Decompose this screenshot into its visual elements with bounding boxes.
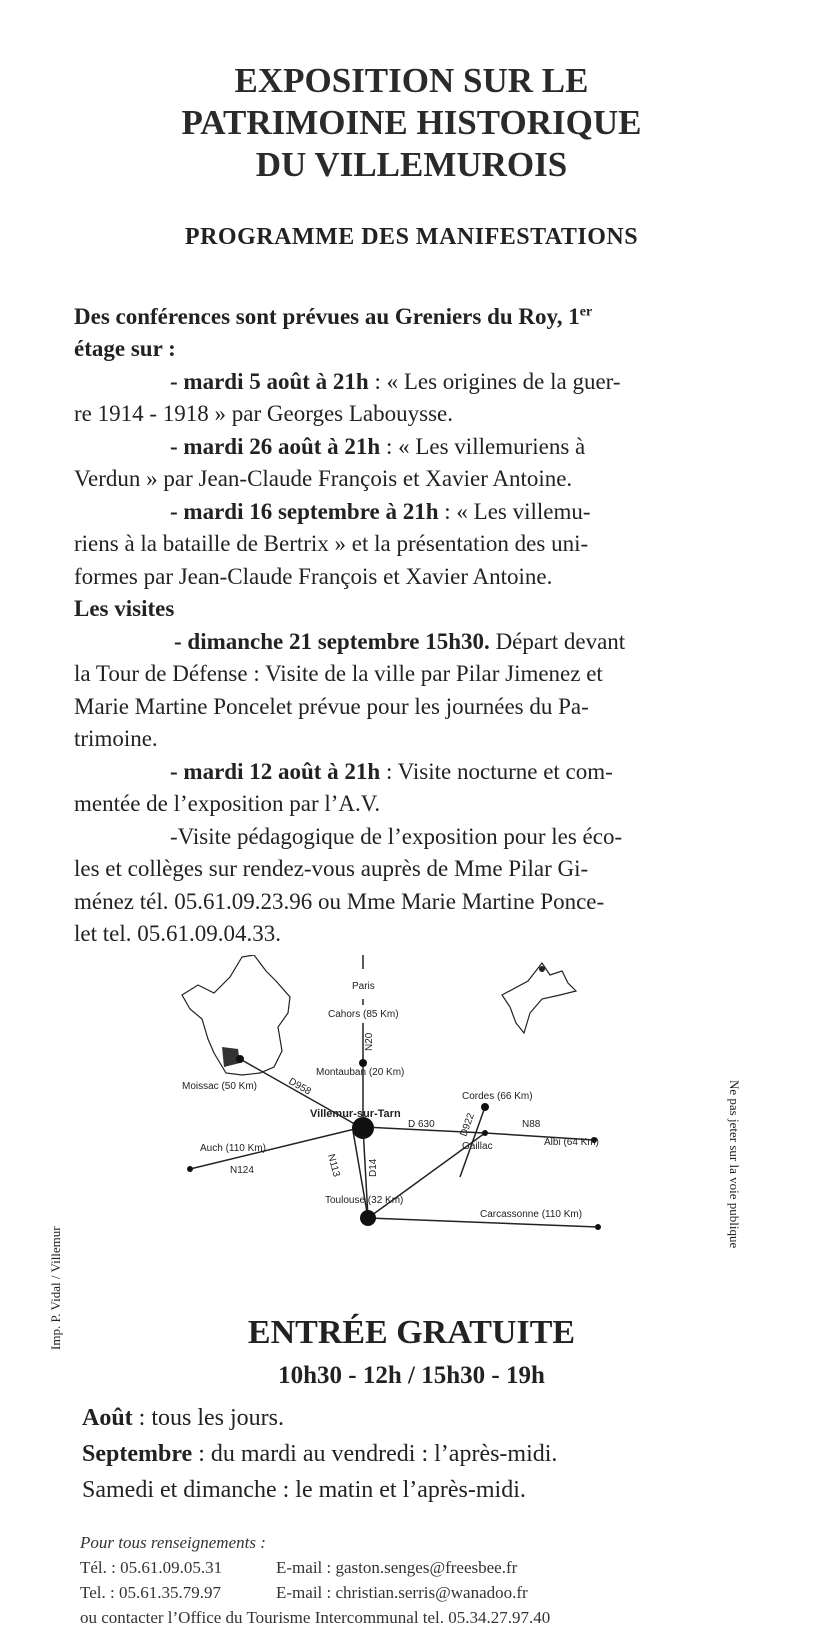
label-villemur: Villemur-sur-Tarn <box>310 1108 401 1120</box>
label-d630: D 630 <box>408 1119 435 1130</box>
montauban-marker-icon <box>359 1059 367 1067</box>
contact-line-2: Tel. : 05.61.35.79.97 E-mail : christian.serris@wanadoo.fr <box>80 1583 528 1602</box>
label-d14: D14 <box>368 1158 379 1177</box>
label-carcassonne: Carcassonne (110 Km) <box>480 1209 583 1220</box>
label-gaillac: Gaillac <box>462 1141 493 1152</box>
conference-item-1: - mardi 5 août à 21h : « Les origines de la guer- <box>170 368 621 394</box>
visite-item-2-cont: mentée de l’exposition par l’A.V. <box>74 791 381 817</box>
printer-note: Imp. P. Vidal / Villemur <box>48 1226 63 1350</box>
email-link-2[interactable]: E-mail : christian.serris@wanadoo.fr <box>276 1583 528 1602</box>
auch-marker-icon <box>187 1166 193 1172</box>
label-n113: N113 <box>325 1152 342 1179</box>
label-d958: D958 <box>286 1076 313 1098</box>
label-n124: N124 <box>230 1165 254 1176</box>
contact-info <box>80 1530 550 1630</box>
schedule-aout: Août : tous les jours. <box>82 1405 285 1431</box>
label-n88: N88 <box>522 1119 541 1130</box>
label-paris: Paris <box>352 981 375 992</box>
title-line-1: EXPOSITION SUR LE <box>234 61 589 100</box>
title-line-2: PATRIMOINE HISTORIQUE <box>181 103 642 142</box>
conference-item-2-cont: Verdun » par Jean-Claude François et Xavier Antoine. <box>74 466 573 492</box>
conference-item-3-cont-2: formes par Jean-Claude François et Xavier Antoine. <box>74 563 553 589</box>
page-title <box>0 60 823 186</box>
schedule <box>82 1400 557 1508</box>
visite-item-3-cont-3: let tel. 05.61.09.04.33. <box>74 921 281 947</box>
department-dot-icon <box>539 966 545 972</box>
contact-line-1: Tél. : 05.61.09.05.31 E-mail : gaston.senges@freesbee.fr <box>80 1558 518 1577</box>
label-montauban: Montauban (20 Km) <box>316 1067 405 1078</box>
label-d922: D922 <box>458 1111 477 1139</box>
schedule-septembre: Septembre : du mardi au vendredi : l’après-midi. <box>82 1441 558 1467</box>
carcassonne-marker-icon <box>595 1224 601 1230</box>
visite-item-2: - mardi 12 août à 21h : Visite nocturne et com- <box>170 758 613 784</box>
department-outline-icon <box>502 963 576 1033</box>
label-auch: Auch (110 Km) <box>200 1143 266 1154</box>
visite-item-3-cont-1: les et collèges sur rendez-vous auprès de Mme Pilar Gi- <box>74 856 589 882</box>
label-moissac: Moissac (50 Km) <box>182 1081 258 1092</box>
visite-item-3-cont-2: ménez tél. 05.61.09.23.96 ou Mme Marie Martine Ponce- <box>74 888 605 914</box>
visites-heading: Les visites <box>74 596 175 622</box>
title-line-3: DU VILLEMUROIS <box>255 145 568 184</box>
free-entry-heading: ENTRÉE GRATUITE <box>247 1314 576 1351</box>
programme-subtitle: PROGRAMME DES MANIFESTATIONS <box>184 224 639 250</box>
contact-line-3: ou contacter l’Office du Tourisme Intercommunal tel. 05.34.27.97.40 <box>80 1608 551 1627</box>
conferences-intro: Des conférences sont prévues au Greniers du Roy, 1er <box>74 303 593 329</box>
visite-item-1-cont-3: trimoine. <box>74 726 158 752</box>
label-n20: N20 <box>364 1032 375 1051</box>
conference-item-1-cont: re 1914 - 1918 » par Georges Labouysse. <box>74 401 453 427</box>
opening-hours: 10h30 - 12h / 15h30 - 19h <box>278 1362 545 1389</box>
label-toulouse: Toulouse (32 Km) <box>325 1195 404 1206</box>
villemur-marker-icon <box>352 1117 374 1139</box>
label-cahors: Cahors (85 Km) <box>328 1009 399 1020</box>
visite-item-1-cont-1: la Tour de Défense : Visite de la ville par Pilar Jimenez et <box>74 661 603 687</box>
conference-item-3: - mardi 16 septembre à 21h : « Les villemu- <box>170 498 591 524</box>
visite-item-1-cont-2: Marie Martine Poncelet prévue pour les journées du Pa- <box>74 693 589 719</box>
email-link-1[interactable]: E-mail : gaston.senges@freesbee.fr <box>276 1558 518 1577</box>
label-albi: Albi (64 Km) <box>544 1137 600 1148</box>
programme-body <box>74 296 714 951</box>
label-cordes: Cordes (66 Km) <box>462 1091 533 1102</box>
visite-item-3: -Visite pédagogique de l’exposition pour les éco- <box>170 823 623 849</box>
conference-item-3-cont-1: riens à la bataille de Bertrix » et la présentation des uni- <box>74 531 589 557</box>
cordes-marker-icon <box>481 1103 489 1111</box>
schedule-weekend: Samedi et dimanche : le matin et l’après-midi. <box>82 1477 526 1503</box>
conferences-intro-2: étage sur : <box>74 336 176 362</box>
moissac-marker-icon <box>236 1055 244 1063</box>
location-map <box>180 955 620 1255</box>
conference-item-2: - mardi 26 août à 21h : « Les villemuriens à <box>170 433 586 459</box>
contact-intro: Pour tous renseignements : <box>80 1533 266 1552</box>
toulouse-marker-icon <box>360 1210 376 1226</box>
gaillac-marker-icon <box>482 1130 488 1136</box>
visite-item-1: - dimanche 21 septembre 15h30. Départ devant <box>174 628 626 654</box>
disposal-note: Ne pas jeter sur la voie publique <box>727 1080 742 1249</box>
